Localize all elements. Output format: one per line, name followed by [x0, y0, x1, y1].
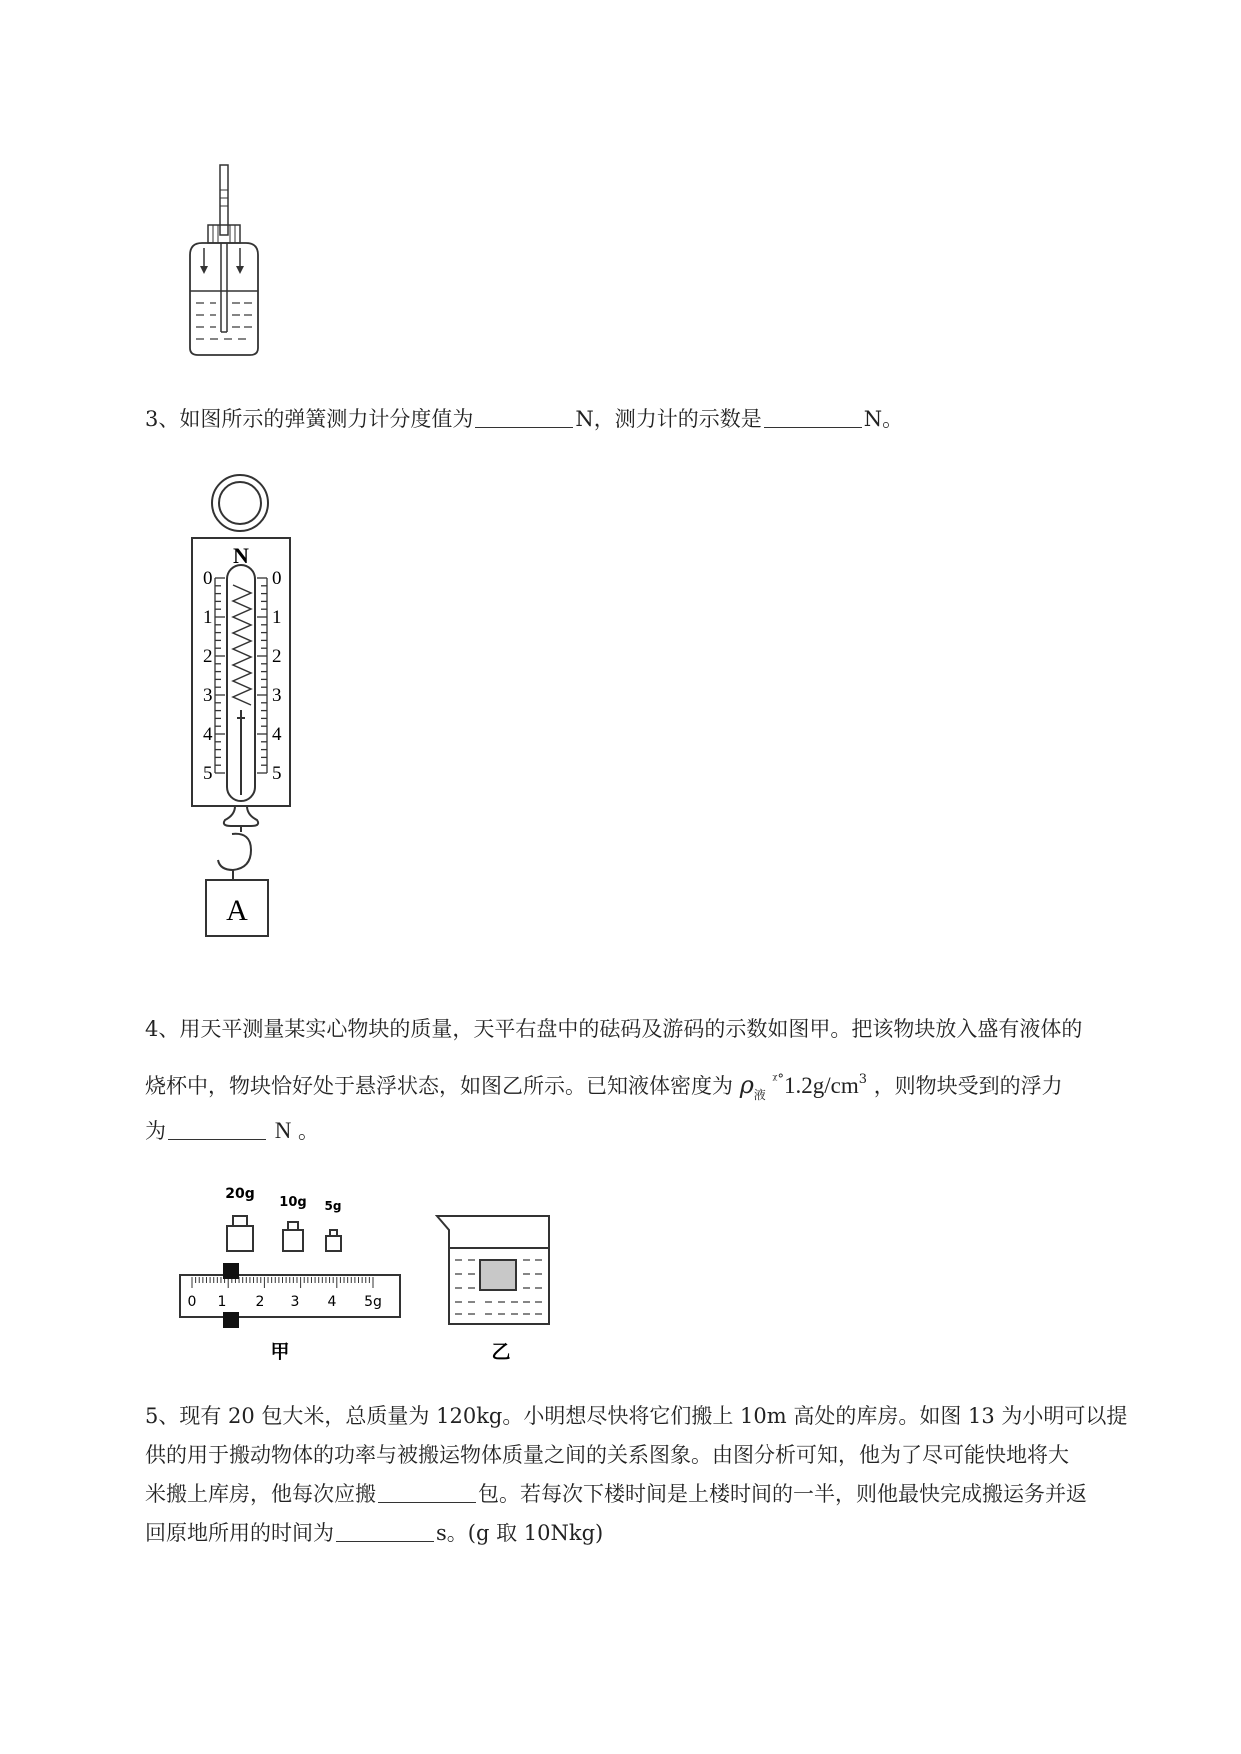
floating-block	[480, 1260, 516, 1290]
q4-line2-prefix: 烧杯中，物块恰好处于悬浮状态，如图乙所示。已知液体密度为	[145, 1074, 733, 1098]
right-tick-0: 0	[272, 568, 282, 589]
caption-jia: 甲	[270, 1341, 290, 1360]
unit-label: N	[233, 543, 249, 568]
answer-blank-buoyancy[interactable]	[168, 1119, 266, 1140]
left-tick-2: 2	[203, 646, 213, 667]
left-tick-0: 0	[203, 568, 213, 589]
balance-scale-ticks	[192, 1277, 373, 1288]
q3-unit1: N，测力计的示数是	[575, 407, 762, 431]
rho-subscript: 液	[753, 1088, 766, 1102]
eq-symbol: ᵡ°	[772, 1072, 784, 1087]
q5-line2: 供的用于搬动物体的功率与被搬运物体质量之间的关系图象。由图分析可知，他为了尽可能快地将大	[145, 1443, 1069, 1467]
q5-line4-prefix: 回原地所用的时间为	[145, 1521, 334, 1545]
question-5-line-2	[145, 1441, 1145, 1469]
question-4-line-3	[145, 1117, 1145, 1145]
balance-tick-1: 1	[217, 1294, 227, 1310]
answer-blank-reading[interactable]	[764, 407, 862, 428]
question-5-line-1	[145, 1402, 1145, 1430]
balance-tick-3: 3	[290, 1294, 300, 1310]
balance-figure	[175, 1180, 410, 1360]
weight-20g	[227, 1216, 253, 1251]
weight-label-5g: 5g	[324, 1199, 342, 1213]
left-tick-3: 3	[203, 685, 213, 706]
caption-yi: 乙	[491, 1341, 511, 1360]
rider-bottom	[223, 1312, 239, 1328]
left-tick-5: 5	[203, 763, 213, 784]
density-exponent: 3	[858, 1072, 867, 1087]
balance-tick-2: 2	[255, 1294, 265, 1310]
answer-blank-division[interactable]	[475, 407, 573, 428]
q4-line3-end: 。	[298, 1119, 319, 1143]
weight-label-20g: 20g	[225, 1186, 255, 1202]
q4-line1: 4、用天平测量某实心物块的质量，天平右盘中的砝码及游码的示数如图甲。把该物块放入盛有液体的	[145, 1017, 1083, 1041]
spring-scale-figure	[185, 470, 305, 970]
left-tick-1: 1	[203, 607, 213, 628]
rider-top	[223, 1263, 239, 1279]
q5-line1: 5、现有 20 包大米，总质量为 120kg。小明想尽快将它们搬上 10m 高处的库房。如图 13 为小明可以提	[145, 1404, 1128, 1428]
beaker-figure	[435, 1212, 555, 1360]
bottle-tube-figure	[180, 160, 280, 360]
density-value: 1.2g/cm	[783, 1073, 859, 1098]
right-tick-3: 3	[272, 685, 282, 706]
q4-line3-prefix: 为	[145, 1119, 166, 1143]
weight-label-10g: 10g	[279, 1195, 307, 1210]
block-label: A	[226, 894, 248, 927]
rho-symbol: ρ	[739, 1071, 754, 1099]
balance-tick-5: 5g	[364, 1294, 382, 1310]
right-tick-2: 2	[272, 646, 282, 667]
right-tick-1: 1	[272, 607, 282, 628]
question-4-line-1	[145, 1015, 1145, 1043]
question-3	[145, 405, 1145, 433]
right-tick-4: 4	[272, 724, 282, 745]
question-5-line-4	[145, 1519, 1145, 1547]
weight-10g	[283, 1222, 303, 1251]
q5-line4-suffix: s。(g 取 10Nkg)	[436, 1521, 604, 1545]
q4-line3-unit: N	[274, 1118, 292, 1143]
question-4-line-2	[145, 1066, 1145, 1109]
balance-tick-4: 4	[327, 1294, 337, 1310]
q5-line3-suffix: 包。若每次下楼时间是上楼时间的一半，则他最快完成搬运务并返	[478, 1482, 1087, 1506]
q5-line3-prefix: 米搬上库房，他每次应搬	[145, 1482, 376, 1506]
weight-5g	[326, 1230, 341, 1251]
left-tick-4: 4	[203, 724, 213, 745]
question-5-line-3	[145, 1480, 1145, 1508]
answer-blank-bags[interactable]	[378, 1482, 476, 1503]
balance-tick-0: 0	[187, 1294, 197, 1310]
q3-unit2: N。	[863, 407, 904, 431]
answer-blank-time[interactable]	[336, 1521, 434, 1542]
q4-line2-suffix: ，则物块受到的浮力	[873, 1074, 1063, 1098]
right-tick-5: 5	[272, 763, 282, 784]
q3-prefix: 3、如图所示的弹簧测力计分度值为	[145, 407, 474, 431]
